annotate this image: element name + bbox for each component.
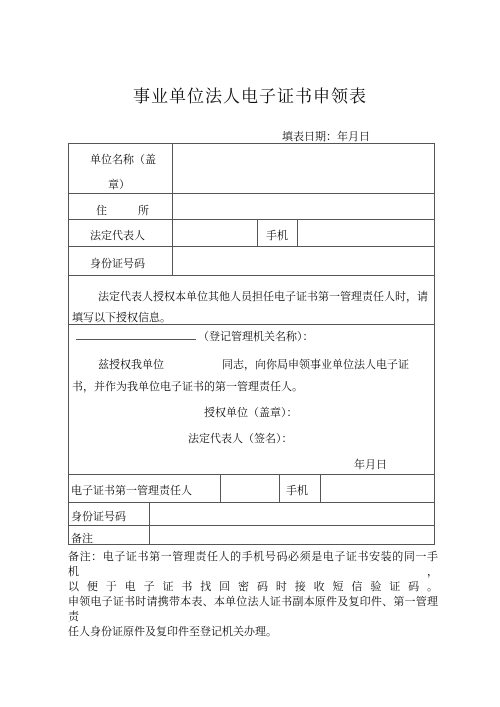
manager-id-label: 身份证号码 <box>71 510 126 523</box>
manager-mobile-label: 手机 <box>286 484 308 497</box>
manager-label: 电子证书第一管理责任人 <box>71 484 192 497</box>
fill-date: 填表日期：年月日 <box>282 130 370 143</box>
footnote-line-4: 任人身份证原件及复印件至登记机关办理。 <box>68 625 277 638</box>
footnote <box>68 549 438 639</box>
footnote-line-3: 申领电子证书时请携带本表、本单位法人证书副本原件及复印件、第一管理责 <box>68 595 438 623</box>
auth-date: 年月日 <box>354 458 387 471</box>
footnote-line-2: 以便于电子证书找回密码时接收短信验证码。 <box>68 580 438 593</box>
auth-intro-cont: 填写以下授权信息。 <box>72 311 171 324</box>
footnote-line-1: 备注：电子证书第一管理责任人的手机号码必须是电子证书安装的同一手机， <box>68 550 438 578</box>
agency-suffix: （登记管理机关名称）： <box>198 330 314 343</box>
grant-text-2: 同志，向你局申领事业单位法人电子证 <box>222 358 409 371</box>
mobile-label: 手机 <box>266 229 288 242</box>
auth-intro: 法定代表人授权本单位其他人员担任电子证书第一管理责任人时，请 <box>98 290 428 303</box>
unit-name-label-cont: 章） <box>108 178 130 191</box>
page-title: 事业单位法人电子证书申领表 <box>133 87 367 107</box>
grant-text-3: 书，并作为我单位电子证书的第一管理责任人。 <box>72 380 303 393</box>
agency-name-blank <box>76 339 196 340</box>
legal-rep-signature: 法定代表人（签名）： <box>188 432 293 445</box>
id-number-label: 身份证号码 <box>90 257 145 270</box>
legal-rep-label: 法定代表人 <box>90 229 145 242</box>
address-label-1: 住 <box>96 204 107 217</box>
grant-text-1: 兹授权我单位 <box>98 358 164 371</box>
auth-unit-seal: 授权单位（盖章）： <box>204 406 298 419</box>
unit-name-label: 单位名称（盖 <box>90 153 156 166</box>
remarks-label: 备注 <box>71 532 93 545</box>
address-label-2: 所 <box>138 204 149 217</box>
